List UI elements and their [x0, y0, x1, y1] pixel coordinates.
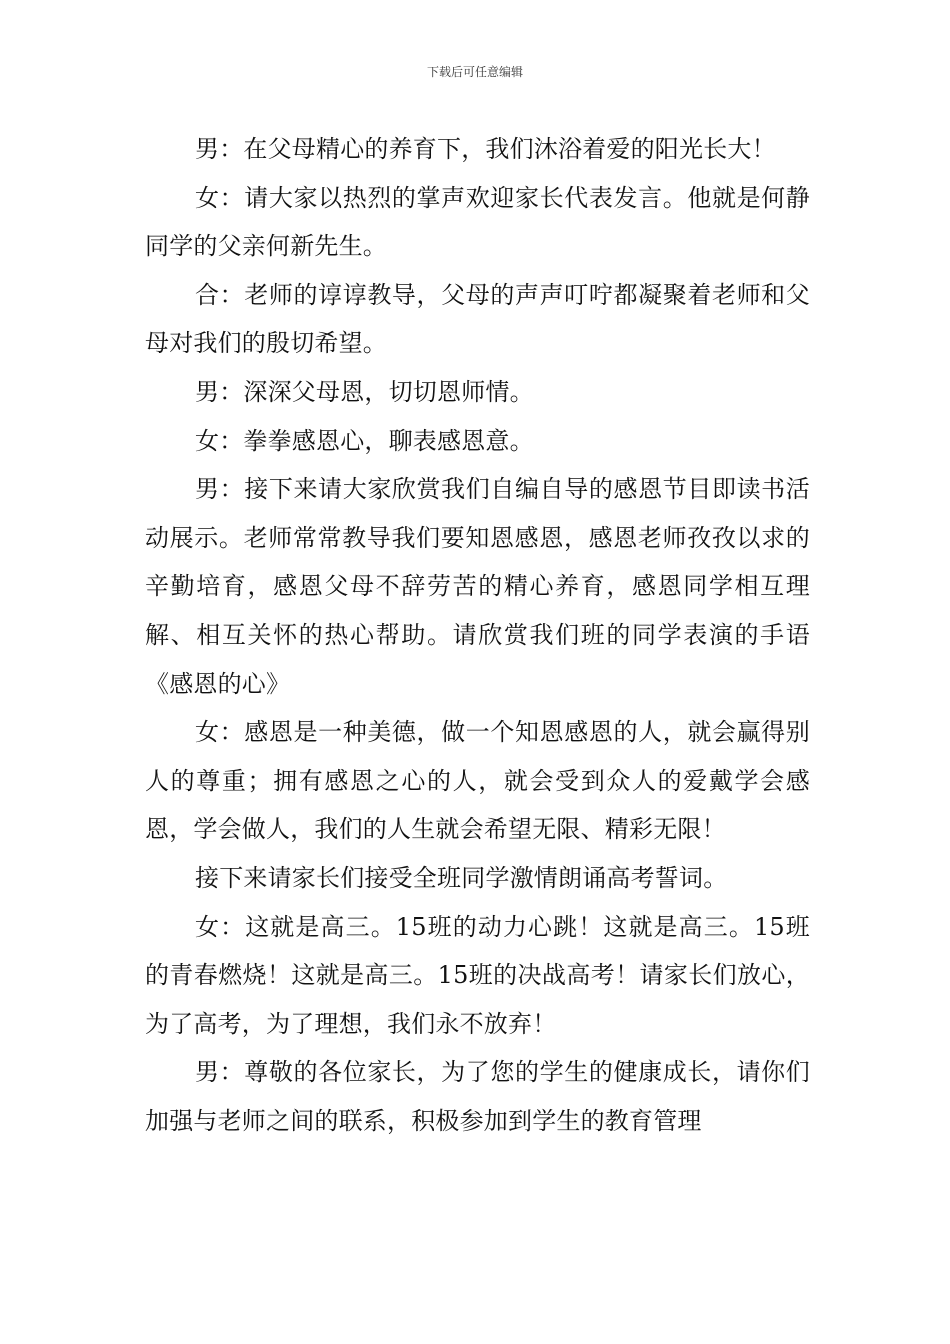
paragraph-1: 男：在父母精心的养育下，我们沐浴着爱的阳光长大！ — [195, 135, 776, 163]
paragraph-7: 女：感恩是一种美德，做一个知恩感恩的人，就会赢得别人的尊重；拥有感恩之心的人，就会受到众人的爱戴学会感恩，学会做人，我们的人生就会希望无限、精彩无限！ — [145, 718, 810, 844]
paragraph-5: 女：拳拳感恩心，聊表感恩意。 — [195, 426, 534, 455]
paragraph-8: 接下来请家长们接受全班同学激情朗诵高考誓词。 — [195, 863, 728, 892]
document-body — [145, 125, 810, 1145]
paragraph-2: 女：请大家以热烈的掌声欢迎家长代表发言。他就是何静同学的父亲何新先生。 — [145, 183, 810, 261]
page-header: 下载后可任意编辑 — [426, 65, 523, 79]
paragraph-4: 男：深深父母恩，切切恩师情。 — [195, 377, 534, 406]
paragraph-9: 女：这就是高三。15班的动力心跳！这就是高三。15班的青春燃烧！这就是高三。15班的决战高考！请家长们放心，为了高考，为了理想，我们永不放弃！ — [145, 912, 810, 1038]
paragraph-10: 男：尊敬的各位家长，为了您的学生的健康成长，请你们加强与老师之间的联系，积极参加到学生的教育管理 — [145, 1058, 810, 1135]
paragraph-3: 合：老师的谆谆教导，父母的声声叮咛都凝聚着老师和父母对我们的殷切希望。 — [145, 280, 810, 358]
paragraph-6: 男：接下来请大家欣赏我们自编自导的感恩节目即读书活动展示。老师常常教导我们要知恩感恩，感恩老师孜孜以求的辛勤培育，感恩父母不辞劳苦的精心养育，感恩同学相互理解、相互关怀的热心帮助。请欣赏我们班的同学表演的手语《感恩的心》 — [145, 475, 810, 698]
